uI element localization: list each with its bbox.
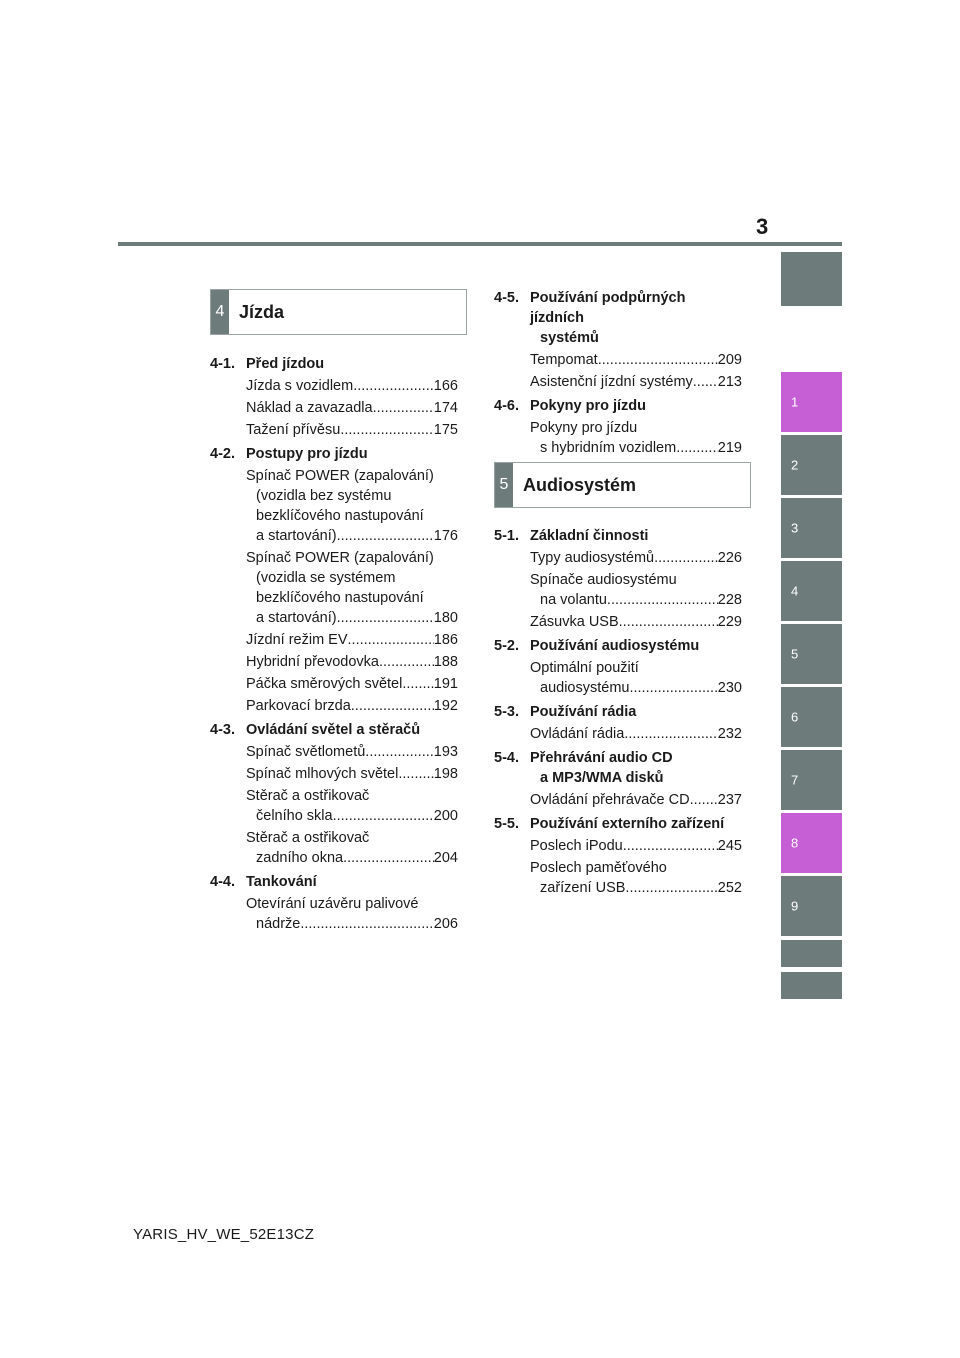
chapter-tab-4 <box>781 561 842 621</box>
entry-last-line <box>530 590 742 610</box>
entry-text: Zásuvka USB <box>530 614 619 630</box>
toc-entry <box>210 398 458 418</box>
chapter-tab-label: 9 <box>791 898 799 914</box>
chapter-title: Před jízdou <box>246 356 325 372</box>
entry-last-line <box>246 806 458 826</box>
entry-last-line <box>246 526 458 546</box>
dot-leader <box>598 350 718 370</box>
entry-last-line <box>530 612 742 632</box>
chapter-heading <box>210 354 458 374</box>
page-ref: 198 <box>433 766 458 782</box>
entry-text: audiosystému <box>540 680 630 696</box>
toc-entry <box>210 420 458 440</box>
toc-entry <box>210 466 458 546</box>
page-number: 3 <box>756 214 769 239</box>
chapter-title: Používání externího zařízení <box>530 816 725 832</box>
page-ref: 245 <box>717 838 742 854</box>
entry-text: nádrže <box>256 916 301 932</box>
section-header-5 <box>494 462 751 508</box>
entry-last-line <box>530 438 742 458</box>
entry-last-line <box>246 652 458 672</box>
chapter-tab-label: 4 <box>791 583 799 599</box>
chapter-heading <box>494 636 742 656</box>
entry-last-line <box>246 696 458 716</box>
dot-leader <box>365 742 434 762</box>
section-title: Jízda <box>239 301 285 322</box>
dot-leader <box>619 612 718 632</box>
page-ref: 186 <box>433 632 458 648</box>
page-ref: 166 <box>433 378 458 394</box>
entry-text: Jízda s vozidlem <box>246 378 354 394</box>
chapter-number: 5-4. <box>494 750 519 766</box>
toc-entry <box>494 548 742 568</box>
toc-entry <box>494 790 742 810</box>
page-ref: 229 <box>717 614 742 630</box>
page-ref: 252 <box>717 880 742 896</box>
chapter-number: 4-1. <box>210 356 235 372</box>
left-toc-column <box>210 350 458 934</box>
entry-text: a startování) <box>256 528 337 544</box>
page-ref: 192 <box>433 698 458 714</box>
chapter-heading <box>210 872 458 892</box>
chapter-tab-label: 5 <box>791 646 799 662</box>
entry-text: zařízení USB <box>540 880 626 896</box>
dot-leader <box>624 724 717 744</box>
chapter-heading <box>494 288 742 348</box>
toc-entry <box>210 696 458 716</box>
chapter-tab-blank <box>781 972 842 999</box>
chapter-number: 5-2. <box>494 638 519 654</box>
dot-leader <box>337 526 434 546</box>
toc-entry <box>210 376 458 396</box>
chapter-tab-label: 2 <box>791 457 799 473</box>
dot-leader <box>351 696 434 716</box>
dot-leader <box>343 848 434 868</box>
chapter-tab-label: 3 <box>791 520 799 536</box>
chapter-heading <box>494 814 742 834</box>
toc-entry <box>210 828 458 868</box>
page-ref: 237 <box>717 792 742 808</box>
entry-text: Typy audiosystémů <box>530 550 655 566</box>
dot-leader <box>607 590 718 610</box>
page-ref: 230 <box>717 680 742 696</box>
chapter-tab-2 <box>781 435 842 495</box>
right-toc-column-bottom <box>494 522 742 898</box>
entry-text: Spínač POWER (zapalování) <box>246 550 434 566</box>
chapter-heading <box>210 444 458 464</box>
chapter-tab-blank <box>781 252 842 306</box>
page-ref: 175 <box>433 422 458 438</box>
page-ref: 191 <box>433 676 458 692</box>
chapter-tab-8 <box>781 813 842 873</box>
entry-last-line <box>246 630 458 650</box>
dot-leader <box>340 420 433 440</box>
chapter-number: 4-2. <box>210 446 235 462</box>
chapter-heading <box>494 396 742 416</box>
chapter-number: 4-4. <box>210 874 235 890</box>
entry-text: Páčka směrových světel <box>246 676 403 692</box>
entry-last-line <box>530 724 742 744</box>
entry-last-line <box>246 764 458 784</box>
page-ref: 228 <box>717 592 742 608</box>
entry-text: (vozidla bez systému <box>256 488 392 504</box>
toc-entry <box>210 764 458 784</box>
chapter-number: 5-1. <box>494 528 519 544</box>
chapter-tab-label: 8 <box>791 835 799 851</box>
entry-text: Parkovací brzda <box>246 698 351 714</box>
entry-last-line <box>530 836 742 856</box>
chapter-tab-5 <box>781 624 842 684</box>
section-number: 5 <box>495 463 513 507</box>
entry-text: Spínač POWER (zapalování) <box>246 468 434 484</box>
toc-entry <box>210 674 458 694</box>
dot-leader <box>373 398 434 418</box>
section-header-4 <box>210 289 467 335</box>
page-ref: 209 <box>717 352 742 368</box>
entry-text: Asistenční jízdní systémy <box>530 374 693 390</box>
chapter-title: Používání podpůrných jízdních <box>530 290 686 326</box>
chapter-tab-label: 6 <box>791 709 799 725</box>
page-ref: 219 <box>717 440 742 456</box>
entry-last-line <box>246 376 458 396</box>
toc-entry <box>494 418 742 458</box>
entry-text: bezklíčového nastupování <box>256 590 424 606</box>
page-ref: 193 <box>433 744 458 760</box>
page-ref: 188 <box>433 654 458 670</box>
page-ref: 226 <box>717 550 742 566</box>
chapter-tab-3 <box>781 498 842 558</box>
entry-text: s hybridním vozidlem <box>540 440 677 456</box>
toc-entry <box>494 724 742 744</box>
entry-last-line <box>246 608 458 628</box>
chapter-number: 5-5. <box>494 816 519 832</box>
page-ref: 174 <box>433 400 458 416</box>
entry-text: a startování) <box>256 610 337 626</box>
dot-leader <box>690 790 718 810</box>
entry-text: Pokyny pro jízdu <box>530 420 638 436</box>
entry-text: na volantu <box>540 592 607 608</box>
chapter-title: Tankování <box>246 874 317 890</box>
toc-entry <box>210 548 458 628</box>
page-ref: 213 <box>717 374 742 390</box>
entry-text: Optimální použití <box>530 660 639 676</box>
entry-text: Spínač světlometů <box>246 744 366 760</box>
entry-text: zadního okna <box>256 850 344 866</box>
entry-last-line <box>530 548 742 568</box>
entry-last-line <box>530 790 742 810</box>
entry-text: Náklad a zavazadla <box>246 400 373 416</box>
toc-entry <box>210 742 458 762</box>
entry-text: Hybridní převodovka <box>246 654 379 670</box>
chapter-title: Základní činnosti <box>530 528 649 544</box>
toc-entry <box>494 658 742 698</box>
chapter-title: Používání audiosystému <box>530 638 700 654</box>
dot-leader <box>402 674 433 694</box>
chapter-number: 5-3. <box>494 704 519 720</box>
chapter-title-cont: a MP3/WMA disků <box>540 770 664 786</box>
toc-entry <box>494 858 742 898</box>
chapter-tab-7 <box>781 750 842 810</box>
dot-leader <box>654 548 718 568</box>
chapter-title: Používání rádia <box>530 704 637 720</box>
chapter-heading <box>494 526 742 546</box>
entry-text: Ovládání přehrávače CD <box>530 792 690 808</box>
page-ref: 204 <box>433 850 458 866</box>
entry-last-line <box>246 674 458 694</box>
entry-last-line <box>246 420 458 440</box>
entry-text: Tažení přívěsu <box>246 422 341 438</box>
dot-leader <box>676 438 718 458</box>
toc-entry <box>210 786 458 826</box>
dot-leader <box>353 376 434 396</box>
right-toc-column-top <box>494 284 742 480</box>
chapter-number: 4-5. <box>494 290 519 306</box>
entry-last-line <box>530 350 742 370</box>
toc-entry <box>210 630 458 650</box>
chapter-heading <box>494 702 742 722</box>
chapter-heading <box>210 720 458 740</box>
entry-text: Jízdní režim EV <box>246 632 348 648</box>
entry-last-line <box>246 848 458 868</box>
page-ref: 206 <box>433 916 458 932</box>
chapter-title: Pokyny pro jízdu <box>530 398 647 414</box>
chapter-tab-1 <box>781 372 842 432</box>
toc-entry <box>494 372 742 392</box>
entry-text: Poslech iPodu <box>530 838 623 854</box>
entry-last-line <box>530 878 742 898</box>
dot-leader <box>625 878 717 898</box>
toc-entry <box>494 612 742 632</box>
entry-text: Stěrač a ostřikovač <box>246 830 370 846</box>
section-number: 4 <box>211 290 229 334</box>
page-ref: 180 <box>433 610 458 626</box>
chapter-title: Ovládání světel a stěračů <box>246 722 421 738</box>
entry-text: Otevírání uzávěru palivové <box>246 896 419 912</box>
toc-entry <box>494 570 742 610</box>
entry-last-line <box>246 914 458 934</box>
chapter-title: Postupy pro jízdu <box>246 446 368 462</box>
entry-text: Stěrač a ostřikovač <box>246 788 370 804</box>
page-ref: 200 <box>433 808 458 824</box>
dot-leader <box>629 678 717 698</box>
entry-text: Spínače audiosystému <box>530 572 677 588</box>
entry-last-line <box>246 398 458 418</box>
chapter-tab-label: 1 <box>791 394 799 410</box>
dot-leader <box>337 608 434 628</box>
chapter-tab-6 <box>781 687 842 747</box>
page-ref: 232 <box>717 726 742 742</box>
dot-leader <box>398 764 433 784</box>
dot-leader <box>333 806 434 826</box>
chapter-title-cont: systémů <box>540 330 599 346</box>
dot-leader <box>693 372 718 392</box>
dot-leader <box>300 914 433 934</box>
section-title: Audiosystém <box>523 474 637 495</box>
toc-entry <box>210 652 458 672</box>
entry-text: čelního skla <box>256 808 333 824</box>
toc-entry <box>494 350 742 370</box>
entry-text: (vozidla se systémem <box>256 570 396 586</box>
chapter-tab-blank <box>781 940 842 967</box>
dot-leader <box>623 836 718 856</box>
chapter-tab-label: 7 <box>791 772 799 788</box>
entry-text: Spínač mlhových světel <box>246 766 399 782</box>
toc-entry <box>494 836 742 856</box>
page-ref: 176 <box>433 528 458 544</box>
entry-last-line <box>530 678 742 698</box>
chapter-tab-9 <box>781 876 842 936</box>
document-code: YARIS_HV_WE_52E13CZ <box>133 1226 315 1243</box>
entry-text: Tempomat <box>530 352 598 368</box>
chapter-title: Přehrávání audio CD <box>530 750 673 766</box>
dot-leader <box>379 652 434 672</box>
header-rule <box>118 242 842 246</box>
entry-text: Ovládání rádia <box>530 726 625 742</box>
entry-text: Poslech paměťového <box>530 860 667 876</box>
chapter-number: 4-3. <box>210 722 235 738</box>
dot-leader <box>348 630 434 650</box>
entry-text: bezklíčového nastupování <box>256 508 424 524</box>
toc-entry <box>210 894 458 934</box>
chapter-heading <box>494 748 742 788</box>
chapter-number: 4-6. <box>494 398 519 414</box>
entry-last-line <box>530 372 742 392</box>
entry-last-line <box>246 742 458 762</box>
